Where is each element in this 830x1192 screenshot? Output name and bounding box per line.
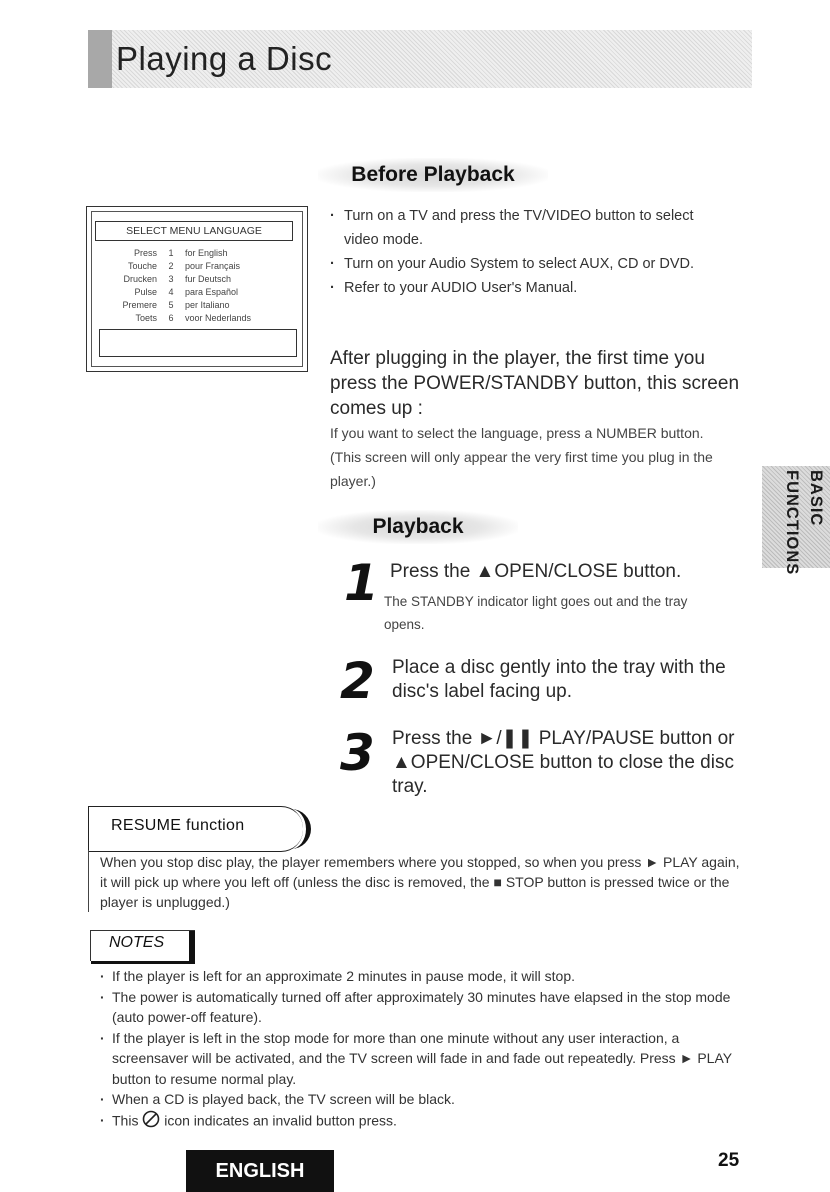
side-tab-line-1: BASIC bbox=[807, 470, 825, 527]
notes-list bbox=[100, 966, 750, 1133]
language-row-word: Premere bbox=[122, 300, 157, 310]
language-row-word: Press bbox=[133, 248, 157, 258]
list-item: · Turn on your Audio System to select AUX, CD or DVD. bbox=[330, 252, 710, 276]
language-row-word: Toets bbox=[135, 313, 157, 323]
list-item: · Turn on a TV and press the TV/VIDEO button to select video mode. bbox=[330, 204, 710, 252]
notes-box-bar bbox=[189, 931, 195, 961]
title-banner bbox=[88, 30, 752, 88]
resume-divider bbox=[88, 850, 89, 912]
step-text: Press the ▲OPEN/CLOSE button. bbox=[390, 561, 682, 582]
before-playback-list bbox=[330, 204, 710, 300]
list-item: · If the player is left for an approximate 2 minutes in pause mode, it will stop. bbox=[100, 966, 750, 987]
note-text-after: icon indicates an invalid button press. bbox=[164, 1111, 397, 1128]
language-row bbox=[95, 273, 295, 286]
language-row-language: pour Français bbox=[185, 261, 241, 271]
before-playback-heading: Before Playback bbox=[318, 158, 548, 192]
list-item: · Refer to your AUDIO User's Manual. bbox=[330, 276, 710, 300]
side-tab-line-2: FUNCTIONS bbox=[783, 470, 801, 576]
resume-title: RESUME function bbox=[111, 817, 245, 834]
language-row-number: 5 bbox=[168, 300, 174, 310]
language-tag bbox=[186, 1150, 334, 1192]
title-banner-block bbox=[88, 30, 112, 88]
notes-box-underline bbox=[91, 961, 195, 964]
notes-title: NOTES bbox=[109, 934, 165, 951]
language-row bbox=[95, 247, 295, 260]
prohibited-icon bbox=[142, 1110, 160, 1134]
language-row bbox=[95, 260, 295, 273]
language-row-language: for English bbox=[185, 248, 228, 258]
language-tag-label: ENGLISH bbox=[215, 1160, 305, 1182]
language-row-number: 3 bbox=[168, 274, 174, 284]
language-screen bbox=[86, 206, 308, 372]
language-input-box bbox=[99, 329, 297, 357]
resume-box-cap bbox=[286, 809, 311, 849]
step-text: Press the ►/❚❚ PLAY/PAUSE button or ▲OPEN/CLOSE button to close the disc tray. bbox=[392, 728, 735, 797]
list-item bbox=[100, 1110, 750, 1134]
language-row bbox=[95, 286, 295, 299]
language-row-language: voor Nederlands bbox=[185, 313, 252, 323]
language-row bbox=[95, 299, 295, 312]
note-text-before: This bbox=[112, 1111, 139, 1128]
first-use-intro: After plugging in the player, the first time you press the POWER/STANDBY button, this screen comes up : bbox=[330, 348, 740, 419]
list-item: · When a CD is played back, the TV screen will be black. bbox=[100, 1089, 750, 1110]
language-row-word: Touche bbox=[127, 261, 157, 271]
resume-heading-box bbox=[88, 806, 303, 852]
notes-heading-box bbox=[90, 930, 195, 961]
resume-text: When you stop disc play, the player remembers where you stopped, so when you press ► PLAY again, it will pick up where you left off (unless the disc is removed, the ■ STOP button is pressed twice or the player is unplugged.) bbox=[100, 854, 740, 910]
language-row-word: Pulse bbox=[134, 287, 157, 297]
language-row-number: 6 bbox=[168, 313, 174, 323]
page-title: Playing a Disc bbox=[116, 40, 333, 77]
step-text: Place a disc gently into the tray with the disc's label facing up. bbox=[392, 657, 726, 702]
language-screen-title: SELECT MENU LANGUAGE bbox=[95, 221, 293, 241]
language-row-number: 2 bbox=[168, 261, 174, 271]
language-row-word: Drucken bbox=[123, 274, 157, 284]
step-number: 3 bbox=[340, 724, 375, 782]
step-detail: The STANDBY indicator light goes out and the tray opens. bbox=[384, 594, 688, 632]
step-number: 2 bbox=[340, 652, 375, 710]
language-row-number: 1 bbox=[168, 248, 174, 258]
language-row bbox=[95, 312, 295, 325]
page-number: 25 bbox=[718, 1150, 740, 1171]
step-number: 1 bbox=[344, 554, 379, 612]
playback-heading: Playback bbox=[318, 510, 518, 544]
list-item: · If the player is left in the stop mode for more than one minute without any user interaction, a screensaver will be activated, and the TV screen will fade in and fade out repeatedly. Press ► PLAY button to resume normal play. bbox=[100, 1028, 750, 1090]
language-row-language: per Italiano bbox=[185, 300, 230, 310]
language-list bbox=[95, 247, 295, 325]
language-row-number: 4 bbox=[168, 287, 174, 297]
list-item: · The power is automatically turned off after approximately 30 minutes have elapsed in the stop mode (auto power-off feature). bbox=[100, 987, 750, 1028]
language-row-language: para Español bbox=[185, 287, 239, 297]
language-row-language: fur Deutsch bbox=[185, 274, 232, 284]
first-use-note: If you want to select the language, press a NUMBER button. (This screen will only appear the very first time you plug in the player.) bbox=[330, 425, 713, 489]
section-side-tab bbox=[762, 466, 830, 576]
